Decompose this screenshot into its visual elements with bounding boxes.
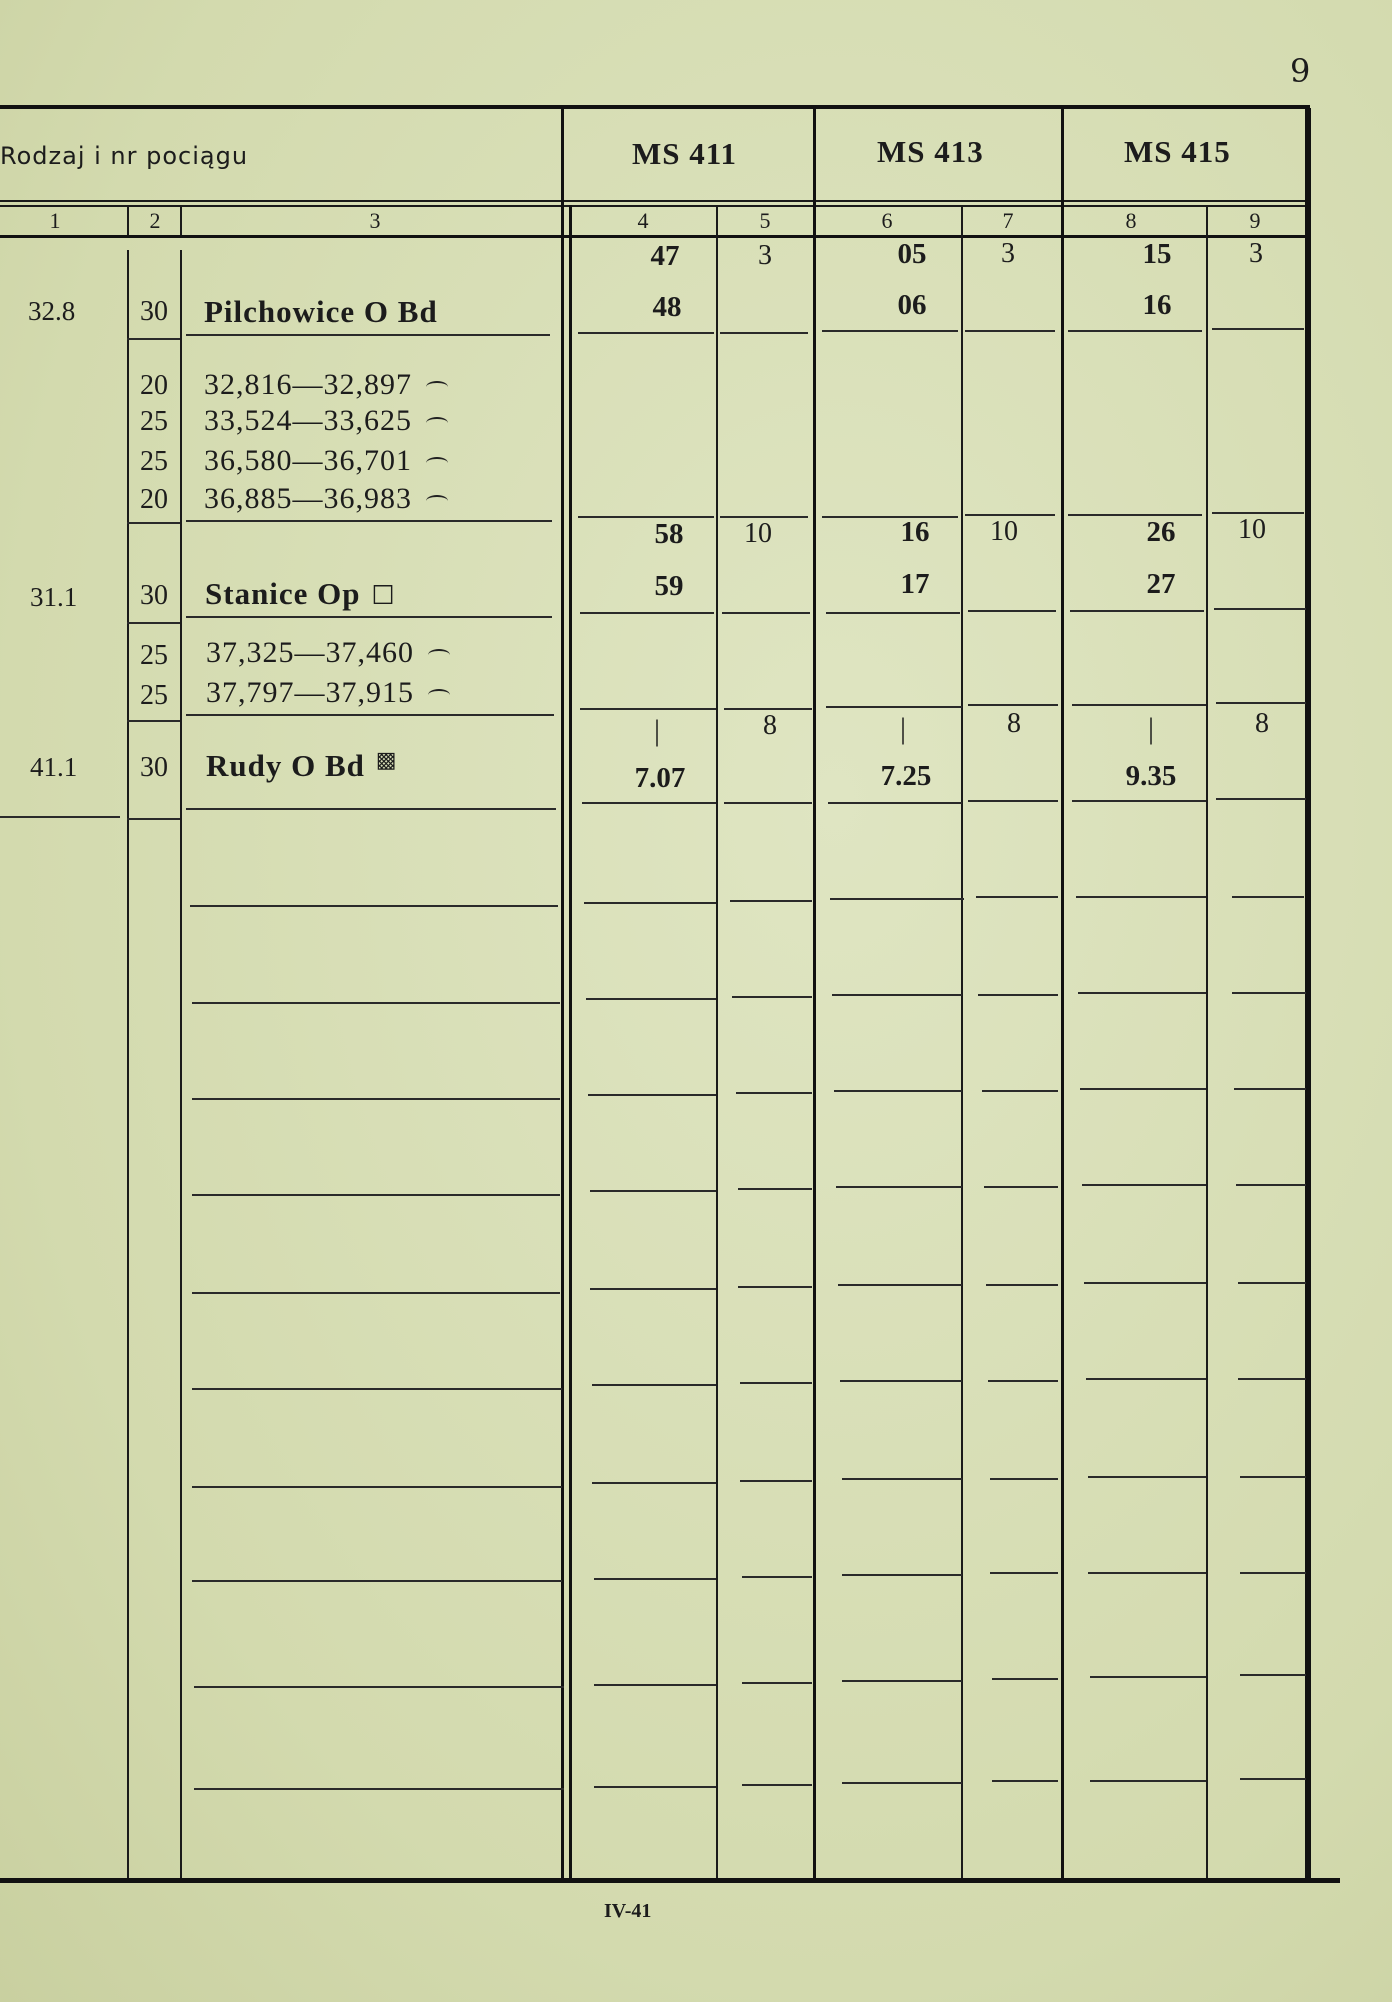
table-top-rule [0,105,1310,109]
rule [842,1478,962,1480]
ms411-arr: 58 [654,518,684,550]
rule [1216,798,1306,800]
rule [186,808,556,810]
ms411-dep: 59 [654,570,684,602]
rule [1238,1378,1306,1380]
rule [738,1286,812,1288]
ms415-pass: | [1147,712,1154,745]
rule [1214,608,1306,610]
rule [194,1788,564,1790]
rule [968,704,1058,706]
colnum-6: 6 [881,208,893,233]
curve-icon [428,689,450,701]
rule [830,898,964,900]
rule [720,332,808,334]
rule [740,1382,812,1384]
vline-c9 [1206,205,1208,1878]
curve-icon [426,457,448,469]
rule [1240,1674,1306,1676]
rule [582,802,716,804]
rule [590,1288,716,1290]
rule [838,1284,962,1286]
rule [826,612,960,614]
ms415-dep: 27 [1146,568,1176,600]
restr2-range-text: 37,325—37,460 [206,636,414,669]
halt-symbol-icon: ☐ [371,581,396,611]
vline-c8 [1061,108,1064,1880]
rule [840,1380,962,1382]
colnum-4: 4 [637,208,649,233]
colnum-2: 2 [149,208,161,233]
ms411-run: 10 [744,518,772,549]
train-ms413: MS 413 [877,134,984,169]
rule [968,610,1056,612]
colnum-5: 5 [759,208,771,233]
ms415-arr: 9.35 [1125,760,1177,792]
colnum-9: 9 [1249,208,1261,233]
km-pilchowice: 32.8 [28,296,76,326]
rule [1240,1572,1306,1574]
rule [580,708,716,710]
rule [192,1098,560,1100]
colnum-1: 1 [49,208,61,233]
ms411-arr: 47 [650,240,680,272]
rule [1240,1778,1306,1780]
rule [580,612,714,614]
rule [1078,992,1206,994]
rule [592,1482,716,1484]
ms411-run: 8 [763,710,777,741]
rule [127,522,180,524]
rule [742,1682,812,1684]
rule [1212,328,1304,330]
rule [186,616,552,618]
rule [976,896,1058,898]
rule [1082,1184,1206,1186]
ms411-arr: 7.07 [634,762,686,794]
vline-station-right [569,205,572,1880]
curve-icon [426,417,448,429]
rule [192,1388,562,1390]
rule [1068,330,1202,332]
restr1-range-3 [204,444,448,478]
km-rudy: 41.1 [30,752,78,782]
rule [594,1578,716,1580]
rule [127,338,180,340]
rule [965,330,1055,332]
ms413-run: 10 [990,516,1018,547]
rule [1238,1282,1306,1284]
vline-c6 [813,108,816,1880]
rule [968,800,1058,802]
header-rule [0,200,1310,202]
rule [842,1680,962,1682]
km-stanice: 31.1 [30,582,78,612]
rule [738,1188,812,1190]
vline-right-edge [1305,108,1311,1880]
rule [586,998,716,1000]
rule [992,1780,1058,1782]
rule [1090,1780,1206,1782]
ms415-arr: 15 [1142,238,1172,270]
rule [194,1686,564,1688]
rule [590,1190,716,1192]
rule [1240,1476,1306,1478]
station-pilchowice: Pilchowice O Bd [204,294,438,329]
rule [990,1572,1058,1574]
speed-pilchowice: 30 [140,296,168,327]
rule [584,902,716,904]
rule [1090,1676,1206,1678]
ms413-dep: 17 [900,568,930,600]
restr1-range-text: 33,524—33,625 [204,404,412,437]
station-rudy [206,748,398,784]
rule [588,1094,716,1096]
rule [192,1194,560,1196]
ms415-dep: 16 [1142,289,1172,321]
rule [736,1092,812,1094]
train-ms415: MS 415 [1124,134,1231,169]
rule [740,1480,812,1482]
rule [742,1576,812,1578]
rule [186,334,550,336]
rule [594,1684,716,1686]
rule [127,622,180,624]
curve-icon [426,381,448,393]
rule [1080,1088,1206,1090]
ms413-arr: 05 [897,238,927,270]
ms411-dep: 48 [652,291,682,323]
restr1-speed-3: 25 [140,446,168,477]
restr2-range-text: 37,797—37,915 [206,676,414,709]
rule [192,1580,562,1582]
ms411-stop: 3 [758,240,772,271]
vline-c5 [716,205,718,1878]
rule [192,1486,562,1488]
curve-icon [428,649,450,661]
restr1-speed-4: 20 [140,484,168,515]
rule [732,996,812,998]
vline-c2-top [180,205,182,235]
vline-station-left [561,108,564,1880]
rule [1072,800,1206,802]
colnum-rule [0,235,1310,238]
table-bottom-rule [0,1878,1340,1883]
restr2-speed-2: 25 [140,680,168,711]
rule [592,1384,716,1386]
rule [834,1090,962,1092]
train-ms411: MS 411 [632,136,738,171]
station-stanice [205,576,396,612]
ms413-arr: 7.25 [880,760,932,792]
ms415-stop: 3 [1249,238,1263,269]
restr1-range-text: 36,885—36,983 [204,482,412,515]
rule [1236,1184,1306,1186]
vline-c1-body [127,250,129,1878]
page-number: 9 [1290,52,1311,90]
rule [724,802,812,804]
ms413-stop: 3 [1001,238,1015,269]
colnum-8: 8 [1125,208,1137,233]
rule [730,900,812,902]
rule [842,1574,962,1576]
ms413-dep: 06 [897,289,927,321]
rule [826,706,962,708]
ms415-run: 10 [1238,514,1266,545]
ms411-pass: | [653,714,660,747]
rule [832,994,962,996]
speed-stanice: 30 [140,580,168,611]
vline-c7 [961,205,963,1878]
curve-icon [426,495,448,507]
vline-c2-body [180,250,182,1878]
rule [988,1380,1058,1382]
colnum-3: 3 [369,208,381,233]
restr1-range-2 [204,404,448,438]
rule [186,520,552,522]
rule [1088,1572,1206,1574]
restr1-speed-2: 25 [140,406,168,437]
station-rudy-name: Rudy O Bd [206,748,365,783]
ms415-run: 8 [1255,708,1269,739]
rule [1084,1282,1206,1284]
rule [192,1292,560,1294]
restr1-range-1 [204,368,448,402]
restr1-speed-1: 20 [140,370,168,401]
station-stanice-name: Stanice Op [205,576,361,611]
restr2-range-1 [206,636,450,670]
rule [186,714,554,716]
rule [127,720,180,722]
rule [842,1782,962,1784]
rule [1232,896,1304,898]
rule [1216,702,1306,704]
speed-rudy: 30 [140,752,168,783]
ms413-arr: 16 [900,516,930,548]
rule [0,816,120,818]
station-symbol-icon: ▩ [375,748,398,773]
ms413-run: 8 [1007,708,1021,739]
train-type-label: Rodzaj i nr pociągu [0,142,249,170]
vline-c1 [127,205,129,235]
rule [742,1784,812,1786]
rule [992,1678,1058,1680]
rule [828,802,962,804]
rule [986,1284,1058,1286]
ms415-arr: 26 [1146,516,1176,548]
rule [190,905,558,907]
rule [1072,704,1206,706]
rule [1076,896,1206,898]
restr2-range-2 [206,676,450,710]
header-rule-2 [0,205,1310,207]
restr1-range-text: 32,816—32,897 [204,368,412,401]
rule [978,994,1058,996]
rule [836,1186,962,1188]
rule [1088,1476,1206,1478]
ms413-pass: | [899,712,906,745]
rule [192,1002,560,1004]
rule [127,818,180,820]
rule [722,612,810,614]
rule [990,1478,1058,1480]
restr1-range-text: 36,580—36,701 [204,444,412,477]
page-footer: IV-41 [604,1900,652,1922]
restr1-range-4 [204,482,448,516]
rule [982,1090,1058,1092]
rule [822,330,958,332]
colnum-7: 7 [1002,208,1014,233]
rule [594,1786,716,1788]
rule [578,332,714,334]
rule [1086,1378,1206,1380]
rule [984,1186,1058,1188]
rule [1234,1088,1306,1090]
rule [1232,992,1306,994]
restr2-speed-1: 25 [140,640,168,671]
rule [1070,610,1204,612]
